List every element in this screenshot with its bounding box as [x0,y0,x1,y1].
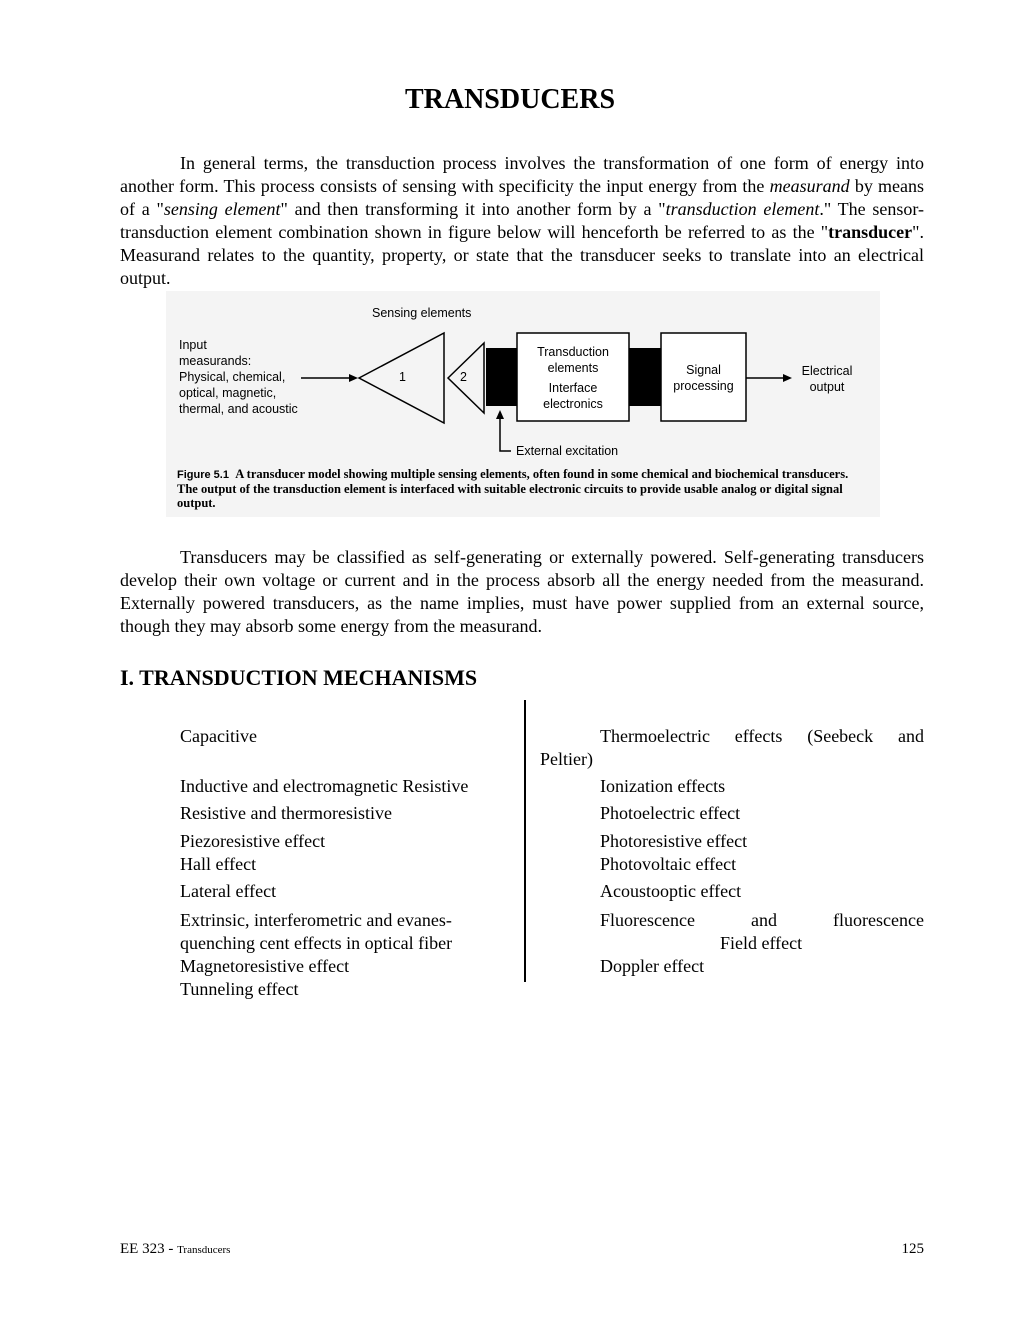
page-title: TRANSDUCERS [404,84,616,115]
intro-paragraph [120,152,924,290]
column-divider [524,700,526,982]
mechanism-magnetoresistive: Magnetoresistive effect [180,956,350,976]
mechanism-hall: Hall effect [180,854,257,874]
classification-paragraph [120,546,924,638]
intro-text-3: " and then transforming it into another form by a " [280,199,666,219]
output-line: output [809,380,845,394]
transduction-line: electronics [543,397,603,411]
input-line: optical, magnetic, [179,386,277,400]
figure-caption-text: A transducer model showing multiple sensing elements, often found in some chemical and biochemical transducers. The output of the transduction element is interfaced with suitable electronic circuits to provide usable analog or digital signal output. [177,467,849,510]
intro-measurand: measurand [769,176,850,196]
mechanism-fluorescence [600,909,924,932]
signal-line: processing [673,379,734,393]
sensing-element-2-label: 2 [460,370,467,384]
classification-text: Transducers may be classified as self-generating or externally powered. Self-generating transducers develop their own voltage or current and in the process absorb all the energy needed from the measurand. Externally powered transducers, as the name implies, must have power supplied from an external source, though they may absorb some energy from the measurand. [120,547,924,636]
section-heading: I. TRANSDUCTION MECHANISMS [120,665,478,690]
mechanism-word: fluorescence [833,910,924,930]
mechanism-ionization: Ionization effects [600,776,726,796]
mechanism-word: and [751,910,777,930]
transduction-line: Interface [548,381,598,395]
input-line: Input [179,338,207,352]
transduction-line: Transduction [537,345,609,359]
connector-block-right [629,348,661,406]
sensing-element-1-label: 1 [399,370,406,384]
intro-text-2: by means of a " [120,176,925,219]
mechanism-extrinsic-line: quenching cent effects in optical fiber [180,933,453,953]
mechanism-lateral: Lateral effect [180,881,277,901]
connector-block-left [486,348,517,406]
input-line: thermal, and acoustic [179,402,298,416]
mechanism-word: effects [734,726,783,746]
signal-processing-label [661,362,746,394]
sensing-elements-label: Sensing elements [372,306,472,320]
mechanism-thermoelectric [600,725,924,748]
transduction-line: elements [547,361,599,375]
electrical-output-label [792,363,862,395]
intro-text-5: ". Measurand relates to the quantity, property, or state that the transducer seeks to translate into an electrical output. [120,222,924,288]
transducer-model-figure [166,291,880,517]
footer-course-code: EE 323 - [120,1241,178,1257]
mechanism-resistive: Resistive and thermoresistive [180,803,392,823]
external-excitation-label: External excitation [516,444,619,458]
page-number: 125 [901,1241,924,1257]
input-line: Physical, chemical, [179,370,286,384]
mechanism-photovoltaic: Photovoltaic effect [600,854,737,874]
mechanism-word: (Seebeck [807,726,874,746]
excitation-arrowhead [496,410,504,419]
mechanism-word: Fluorescence [600,910,695,930]
transduction-label [517,344,629,412]
excitation-arrow [500,419,511,451]
mechanism-acoustooptic: Acoustooptic effect [600,881,742,901]
figure-caption-label: Figure 5.1 [177,469,229,481]
mechanism-extrinsic [180,909,452,955]
input-arrowhead [349,374,358,382]
output-line: Electrical [801,364,853,378]
input-line: measurands: [179,354,252,368]
footer-course [120,1241,230,1258]
intro-text-1: In general terms, the transduction process involves the transformation of one form of energy into another form. This process consists of sensing with specificity the input energy from the [120,153,924,196]
footer-course-title: Transducers [177,1244,231,1256]
figure-caption [177,467,867,510]
mechanism-extrinsic-line: Extrinsic, interferometric and evanes- [180,910,452,930]
mechanism-capacitive: Capacitive [180,726,257,746]
mechanism-photoelectric: Photoelectric effect [600,803,741,823]
mechanism-tunneling: Tunneling effect [180,979,299,999]
mechanism-piezoresistive: Piezoresistive effect [180,831,326,851]
intro-transduction-element: transduction element [665,199,820,219]
mechanism-photoresistive: Photoresistive effect [600,831,748,851]
intro-text-4: ." The sensor-transduction element combination shown in figure below will henceforth be referred to as the " [120,199,924,242]
mechanism-doppler: Doppler effect [600,956,705,976]
intro-transducer: transducer [828,222,913,242]
mechanism-inductive: Inductive and electromagnetic Resistive [180,776,469,796]
mechanism-field: Field effect [720,933,803,953]
mechanism-peltier: Peltier) [540,749,593,769]
mechanism-word: and [897,726,924,746]
intro-sensing-element: sensing element [163,199,281,219]
signal-line: Signal [686,363,721,377]
input-measurands-label [179,337,298,417]
mechanism-word: Thermoelectric [600,726,710,746]
output-arrowhead [783,374,792,382]
